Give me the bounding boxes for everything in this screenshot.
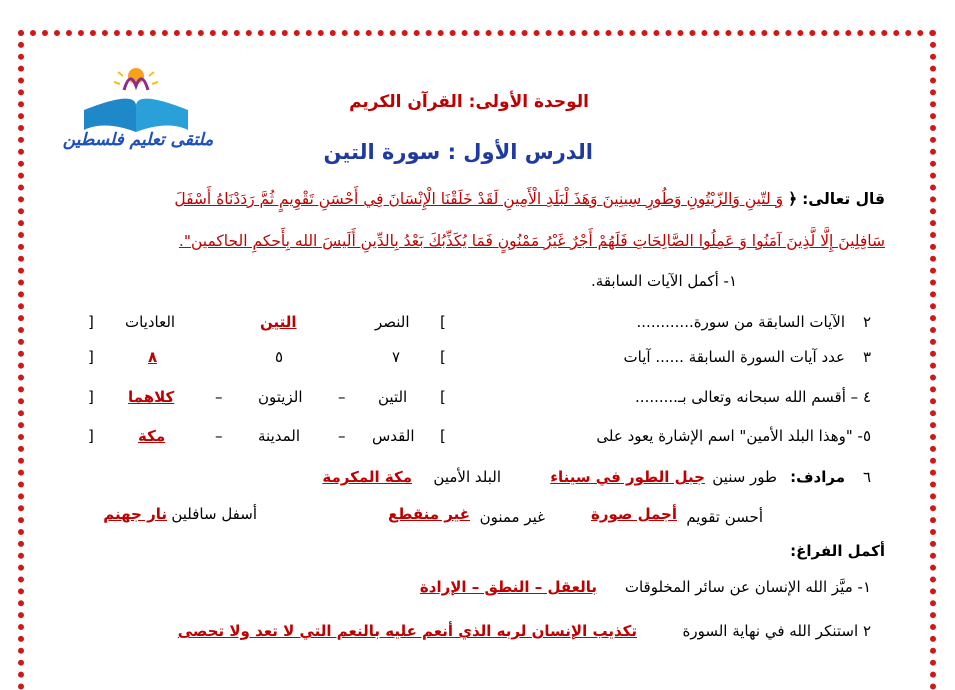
row-4-sep-1: –	[338, 388, 346, 406]
synonyms-label: مرادف:	[790, 468, 845, 486]
row-4-sep-2: –	[215, 388, 223, 406]
row-4-option-1: التين	[378, 388, 408, 406]
unit-title: الوحدة الأولى: القرآن الكريم	[349, 92, 589, 112]
row-5-option-1: القدس	[372, 427, 415, 445]
synonyms-num: ٦	[862, 468, 871, 486]
synonym-word-1: طور سنين	[712, 468, 777, 486]
row-3-open-bracket: ]	[440, 348, 446, 366]
verse-line-2	[65, 232, 885, 250]
synonym-meaning-5: نار جهنم	[103, 505, 167, 523]
verse-line-1	[65, 190, 885, 208]
synonym-meaning-1: جبل الطور في سيناء	[550, 468, 705, 486]
question-1-title: ١- أكمل الآيات السابقة.	[591, 272, 737, 290]
row-3-option-3: ٨	[148, 348, 158, 366]
row-5-option-2: المدينة	[258, 427, 301, 445]
lesson-title: الدرس الأول : سورة التين	[323, 140, 593, 164]
synonym-word-5: أسفل سافلين	[171, 505, 257, 523]
row-2-option-3: العاديات	[125, 313, 176, 331]
fill-answer-2: تكذيب الإنسان لربه الذي أنعم عليه بالنعم التي لا تعد ولا تحصى	[177, 622, 637, 640]
synonym-word-2: البلد الأمين	[433, 468, 501, 486]
row-2-close-bracket: [	[88, 313, 94, 331]
synonym-meaning-2: مكة المكرمة	[322, 468, 412, 486]
verse-open-bracket: ﴿	[788, 190, 798, 208]
row-4-open-bracket: ]	[440, 388, 446, 406]
row-5-option-3: مكة	[138, 427, 166, 445]
row-4-option-2: الزيتون	[258, 388, 303, 406]
row-4-option-3: كلاهما	[128, 388, 175, 406]
row-2-option-2: التين	[260, 313, 297, 331]
row-2-option-1: النصر	[375, 313, 410, 331]
synonym-word-3: أحسن تقويم	[686, 508, 763, 526]
verse-text-2: سَافِلِينَ إِلَّا لَّذِينَ آمَنُوا وَ عَمِلُوا الصَّالِحَاتِ فَلَهُمْ أَجْرٌ غَيْرُ مَمْنُونٍ فَمَا يُكَذِّبُكَ بَعْدُ بِالدِّينِ أَلَيسَ الله بِأَحكمِ الحاكمين".	[178, 232, 885, 250]
fill-stem-1: ١- ميَّز الله الإنسان عن سائر المخلوقات	[624, 578, 871, 596]
fill-stem-2: ٢ استنكر الله في نهاية السورة	[682, 622, 871, 640]
row-3-option-1: ٧	[392, 348, 401, 366]
row-2-stem: الآيات السابقة من سورة............	[636, 313, 845, 331]
synonym-word-4: غير ممنون	[479, 508, 545, 526]
row-3-stem: عدد آيات السورة السابقة ...... آيات	[623, 348, 845, 366]
fill-title: أكمل الفراغ:	[790, 542, 885, 560]
row-5-open-bracket: ]	[440, 427, 446, 445]
row-2-open-bracket: ]	[440, 313, 446, 331]
row-4-close-bracket: [	[88, 388, 94, 406]
row-3-option-2: ٥	[275, 348, 284, 366]
synonym-meaning-3: أجمل صورة	[590, 505, 677, 523]
row-2-num: ٢	[862, 313, 871, 331]
row-5-sep-2: –	[215, 427, 223, 445]
logo-text: ملتقى تعليم فلسطين	[62, 130, 214, 150]
row-5-sep-1: –	[338, 427, 346, 445]
verse-text-1: وَ لتّينِ وَالزّيْتُونِ وَطُورِ سِينِينَ وَهَذَ لْبَلَدِ الْأَمِينِ لَقَدْ خَلَقْنَا الْإِنْسَانَ فِي أَحْسَنِ تَقْوِيمٍ ثُمَّ رَدَدْنَاهُ أَسْفَلَ	[174, 190, 784, 208]
row-5-close-bracket: [	[88, 427, 94, 445]
verse-label: قال تعالى:	[802, 190, 885, 208]
row-5-stem: ٥- "وهذا البلد الأمين" اسم الإشارة يعود على	[596, 427, 871, 445]
row-3-close-bracket: [	[88, 348, 94, 366]
row-3-num: ٣	[862, 348, 871, 366]
synonym-meaning-4: غير منقطع	[388, 505, 470, 523]
row-4-stem: ٤ – أقسم الله سبحانه وتعالى بـ.........	[635, 388, 871, 406]
fill-answer-1: بالعقل – النطق – الإرادة	[419, 578, 597, 596]
